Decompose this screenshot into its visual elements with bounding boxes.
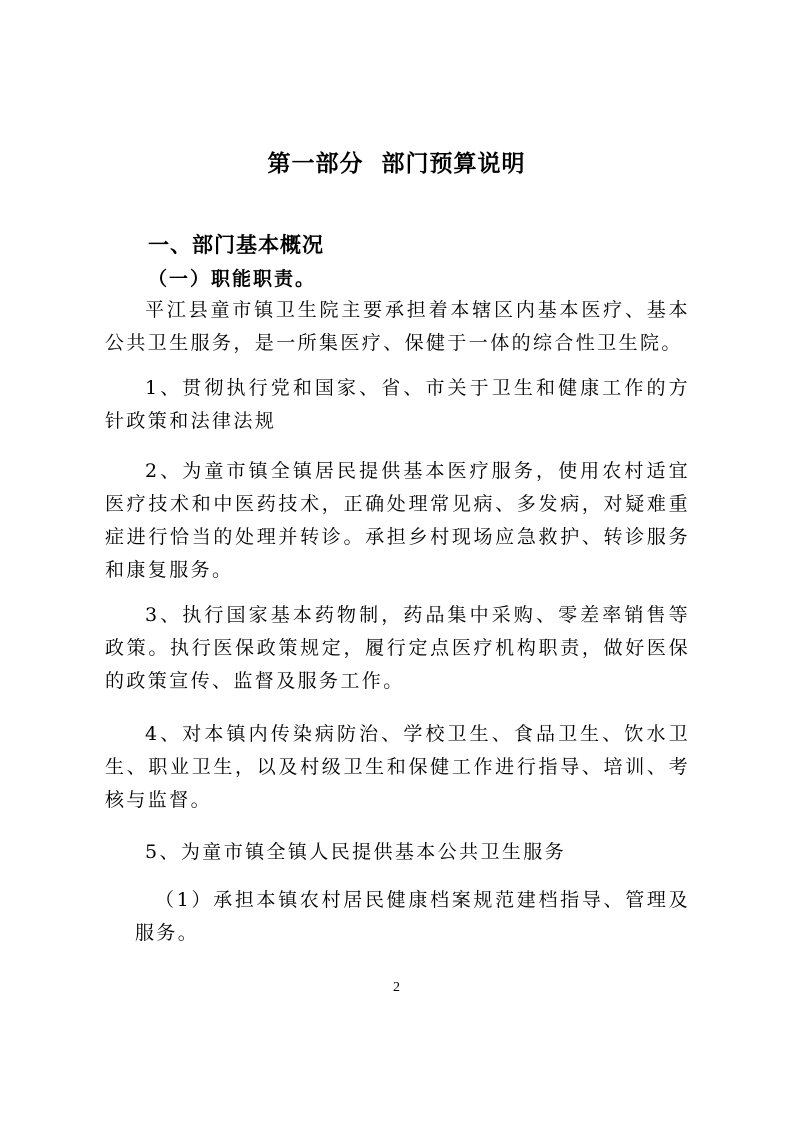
duty-item-2: 2、为童市镇全镇居民提供基本医疗服务，使用农村适宜医疗技术和中医药技术，正确处理常见病、多发病，对疑难重症进行恰当的处理并转诊。承担乡村现场应急救护、转诊服务和康复服务。 bbox=[105, 460, 690, 581]
intro-paragraph: 平江县童市镇卫生院主要承担着本辖区内基本医疗、基本公共卫生服务，是一所集医疗、保健于一体的综合性卫生院。 bbox=[105, 299, 690, 354]
section-heading: 一、部门基本概况 bbox=[148, 233, 324, 257]
sub-duty-item-1: （1）承担本镇农村居民健康档案规范建档指导、管理及服务。 bbox=[135, 889, 690, 944]
subsection-heading: （一）职能职责。 bbox=[148, 268, 317, 290]
duty-item-4: 4、对本镇内传染病防治、学校卫生、食品卫生、饮水卫生、职业卫生，以及村级卫生和保健工作进行指导、培训、考核与监督。 bbox=[105, 723, 690, 811]
page-number: 2 bbox=[393, 980, 400, 995]
duty-item-5: 5、为童市镇全镇人民提供基本公共卫生服务 bbox=[145, 841, 567, 863]
duty-item-3: 3、执行国家基本药物制，药品集中采购、零差率销售等政策。执行医保政策规定，履行定点医疗机构职责，做好医保的政策宣传、监督及服务工作。 bbox=[105, 604, 690, 692]
page-title: 第一部分 部门预算说明 bbox=[267, 151, 526, 177]
duty-item-1: 1、贯彻执行党和国家、省、市关于卫生和健康工作的方针政策和法律法规 bbox=[105, 377, 690, 432]
